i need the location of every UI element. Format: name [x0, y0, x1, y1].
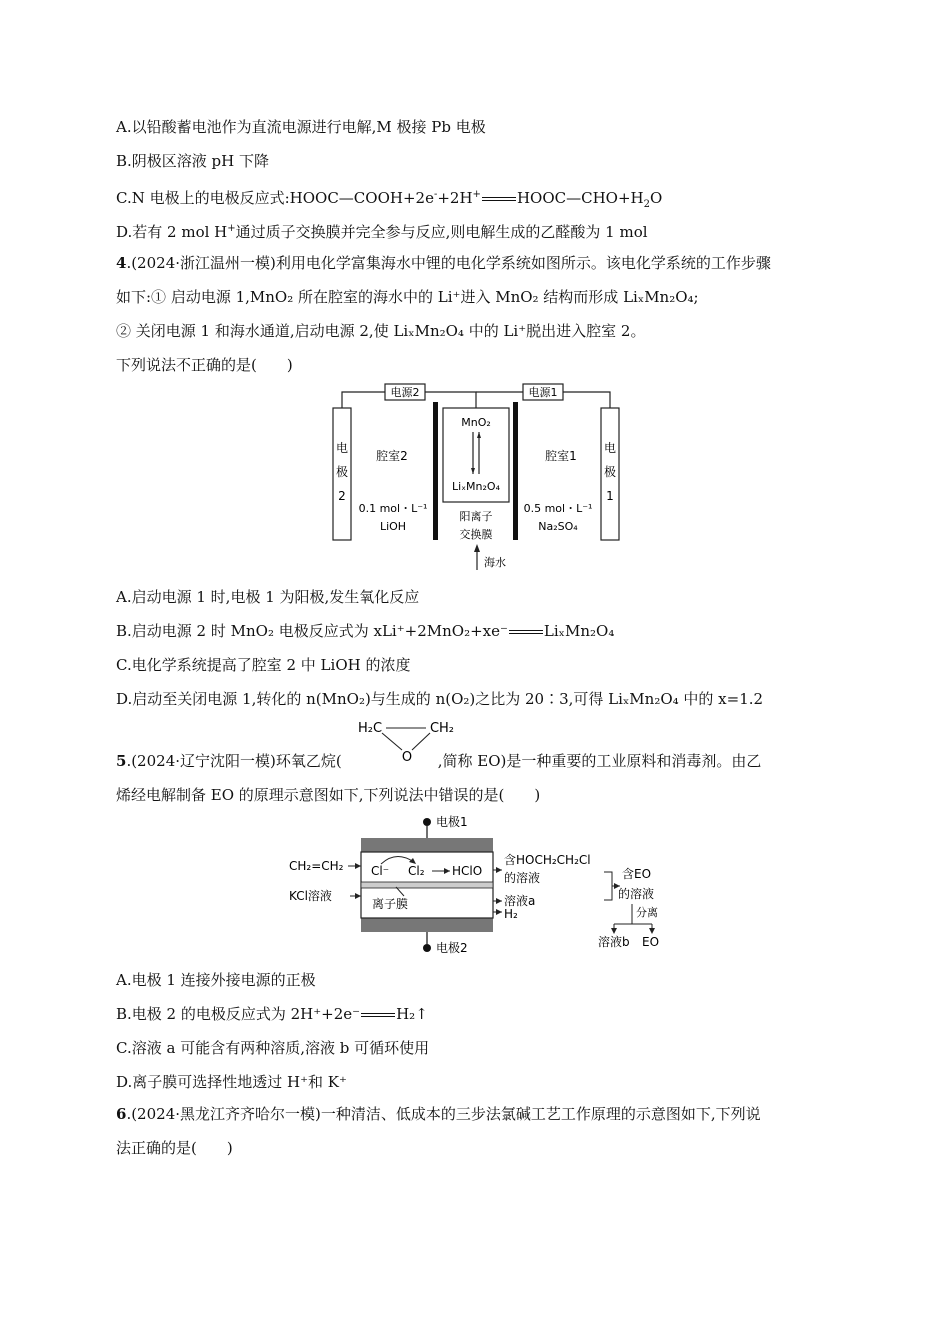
- svg-text:2: 2: [338, 489, 346, 503]
- svg-text:Cl⁻: Cl⁻: [371, 864, 390, 878]
- q5-stem-line2: 烯经电解制备 EO 的原理示意图如下,下列说法中错误的是( ): [116, 786, 541, 804]
- q3-option-c: C.N 电极上的电极反应式:HOOC—COOH+2e-+2H+ $HOOC—CHO+H_2O$: [116, 189, 663, 210]
- electrode1-label: 电极1: [436, 815, 468, 829]
- svg-text:1: 1: [606, 489, 614, 503]
- svg-text:溶液b: 溶液b: [598, 935, 630, 949]
- q4-stem-line4: 下列说法不正确的是( ): [116, 356, 293, 374]
- q4-option-b: B.启动电源 2 时 MnO₂ 电极反应式为 xLi⁺+2MnO₂+xe⁻ LiₓMn₂O₄: [116, 622, 615, 640]
- q4-option-c: C.电化学系统提高了腔室 2 中 LiOH 的浓度: [116, 656, 411, 674]
- chamber2-label: 腔室2: [376, 449, 408, 463]
- q3-option-d: D.若有 2 mol H+通过质子交换膜并完全参与反应,则电解生成的乙醛酸为 1 mol: [116, 223, 648, 241]
- svg-text:极: 极: [603, 465, 617, 479]
- q5-option-b: B.电极 2 的电极反应式为 2H⁺+2e⁻ H₂↑: [116, 1005, 428, 1023]
- power1-label: 电源1: [528, 386, 558, 399]
- svg-text:含EO: 含EO: [622, 867, 652, 881]
- q5-option-a: A.电极 1 连接外接电源的正极: [116, 971, 316, 989]
- q4-option-a: A.启动电源 1 时,电极 1 为阳极,发生氧化反应: [116, 588, 420, 606]
- svg-text:O: O: [401, 750, 413, 762]
- ion-membrane: [361, 882, 493, 888]
- q5-option-c: C.溶液 a 可能含有两种溶质,溶液 b 可循环使用: [116, 1039, 430, 1057]
- chamber1-label: 腔室1: [545, 449, 577, 463]
- svg-text:离子膜: 离子膜: [372, 897, 409, 911]
- svg-text:阳离子: 阳离子: [459, 510, 493, 523]
- svg-text:KCl溶液: KCl溶液: [289, 889, 332, 903]
- svg-text:的溶液: 的溶液: [618, 887, 655, 901]
- svg-text:Na₂SO₄: Na₂SO₄: [538, 520, 578, 533]
- electrode1-plate: [361, 838, 493, 852]
- electrode2-label: 电极2: [436, 941, 468, 955]
- membrane-left: [433, 402, 438, 540]
- svg-text:H₂C: H₂C: [357, 721, 383, 736]
- q4-stem-line3: ② 关闭电源 1 和海水通道,启动电源 2,使 LiₓMn₂O₄ 中的 Li⁺脱出进入腔室 2。: [116, 322, 646, 340]
- svg-text:HClO: HClO: [452, 864, 483, 878]
- svg-text:LiOH: LiOH: [379, 520, 407, 533]
- svg-text:含HOCH₂CH₂Cl: 含HOCH₂CH₂Cl: [504, 853, 591, 867]
- svg-text:交换膜: 交换膜: [459, 528, 493, 541]
- power2-label: 电源2: [390, 386, 420, 399]
- svg-text:0.5 mol・L⁻¹: 0.5 mol・L⁻¹: [523, 502, 593, 515]
- electrode2-plate: [361, 918, 493, 932]
- q5-option-d: D.离子膜可选择性地透过 H⁺和 K⁺: [116, 1073, 347, 1091]
- svg-text:Cl₂: Cl₂: [408, 864, 425, 878]
- svg-text:CH₂=CH₂: CH₂=CH₂: [289, 859, 344, 873]
- q4-diagram: [325, 380, 625, 575]
- q3-option-a: A.以铅酸蓄电池作为直流电源进行电解,M 极接 Pb 电极: [116, 118, 486, 136]
- q4-stem-line1: 4.(2024·浙江温州一模)利用电化学富集海水中锂的电化学系统如图所示。该电化学系统的工作步骤: [116, 254, 771, 272]
- q4-option-d: D.启动至关闭电源 1,转化的 n(MnO₂)与生成的 n(O₂)之比为 20∶3,可得 LiₓMn₂O₄ 中的 x=1.2: [116, 690, 764, 708]
- svg-text:CH₂: CH₂: [429, 721, 455, 736]
- svg-text:溶液a: 溶液a: [504, 894, 536, 908]
- limno-label: LiₓMn₂O₄: [451, 480, 501, 493]
- svg-text:H₂: H₂: [504, 907, 518, 921]
- seawater-label: 海水: [484, 556, 506, 569]
- svg-text:电: 电: [603, 441, 617, 455]
- membrane-right: [513, 402, 518, 540]
- q6-stem-line1: 6.(2024·黑龙江齐齐哈尔一模)一种清洁、低成本的三步法氯碱工艺工作原理的示意图如下,下列说: [116, 1105, 761, 1123]
- svg-text:极: 极: [335, 465, 349, 479]
- q6-stem-line2: 法正确的是( ): [116, 1139, 233, 1157]
- q4-stem-line2: 如下:① 启动电源 1,MnO₂ 所在腔室的海水中的 Li⁺进入 MnO₂ 结构而形成 LiₓMn₂O₄;: [116, 288, 699, 306]
- svg-text:0.1 mol・L⁻¹: 0.1 mol・L⁻¹: [358, 502, 428, 515]
- svg-text:EO: EO: [642, 935, 660, 949]
- q5-stem-line1: 5.(2024·辽宁沈阳一模)环氧乙烷( ,简称 EO)是一种重要的工业原料和消毒剂。由乙: [116, 752, 762, 770]
- q3-option-b: B.阴极区溶液 pH 下降: [116, 152, 270, 170]
- q5-diagram: [286, 812, 676, 962]
- svg-text:电: 电: [335, 441, 349, 455]
- mno2-label: MnO₂: [461, 416, 491, 429]
- svg-text:的溶液: 的溶液: [504, 871, 541, 885]
- svg-text:分离: 分离: [636, 906, 658, 919]
